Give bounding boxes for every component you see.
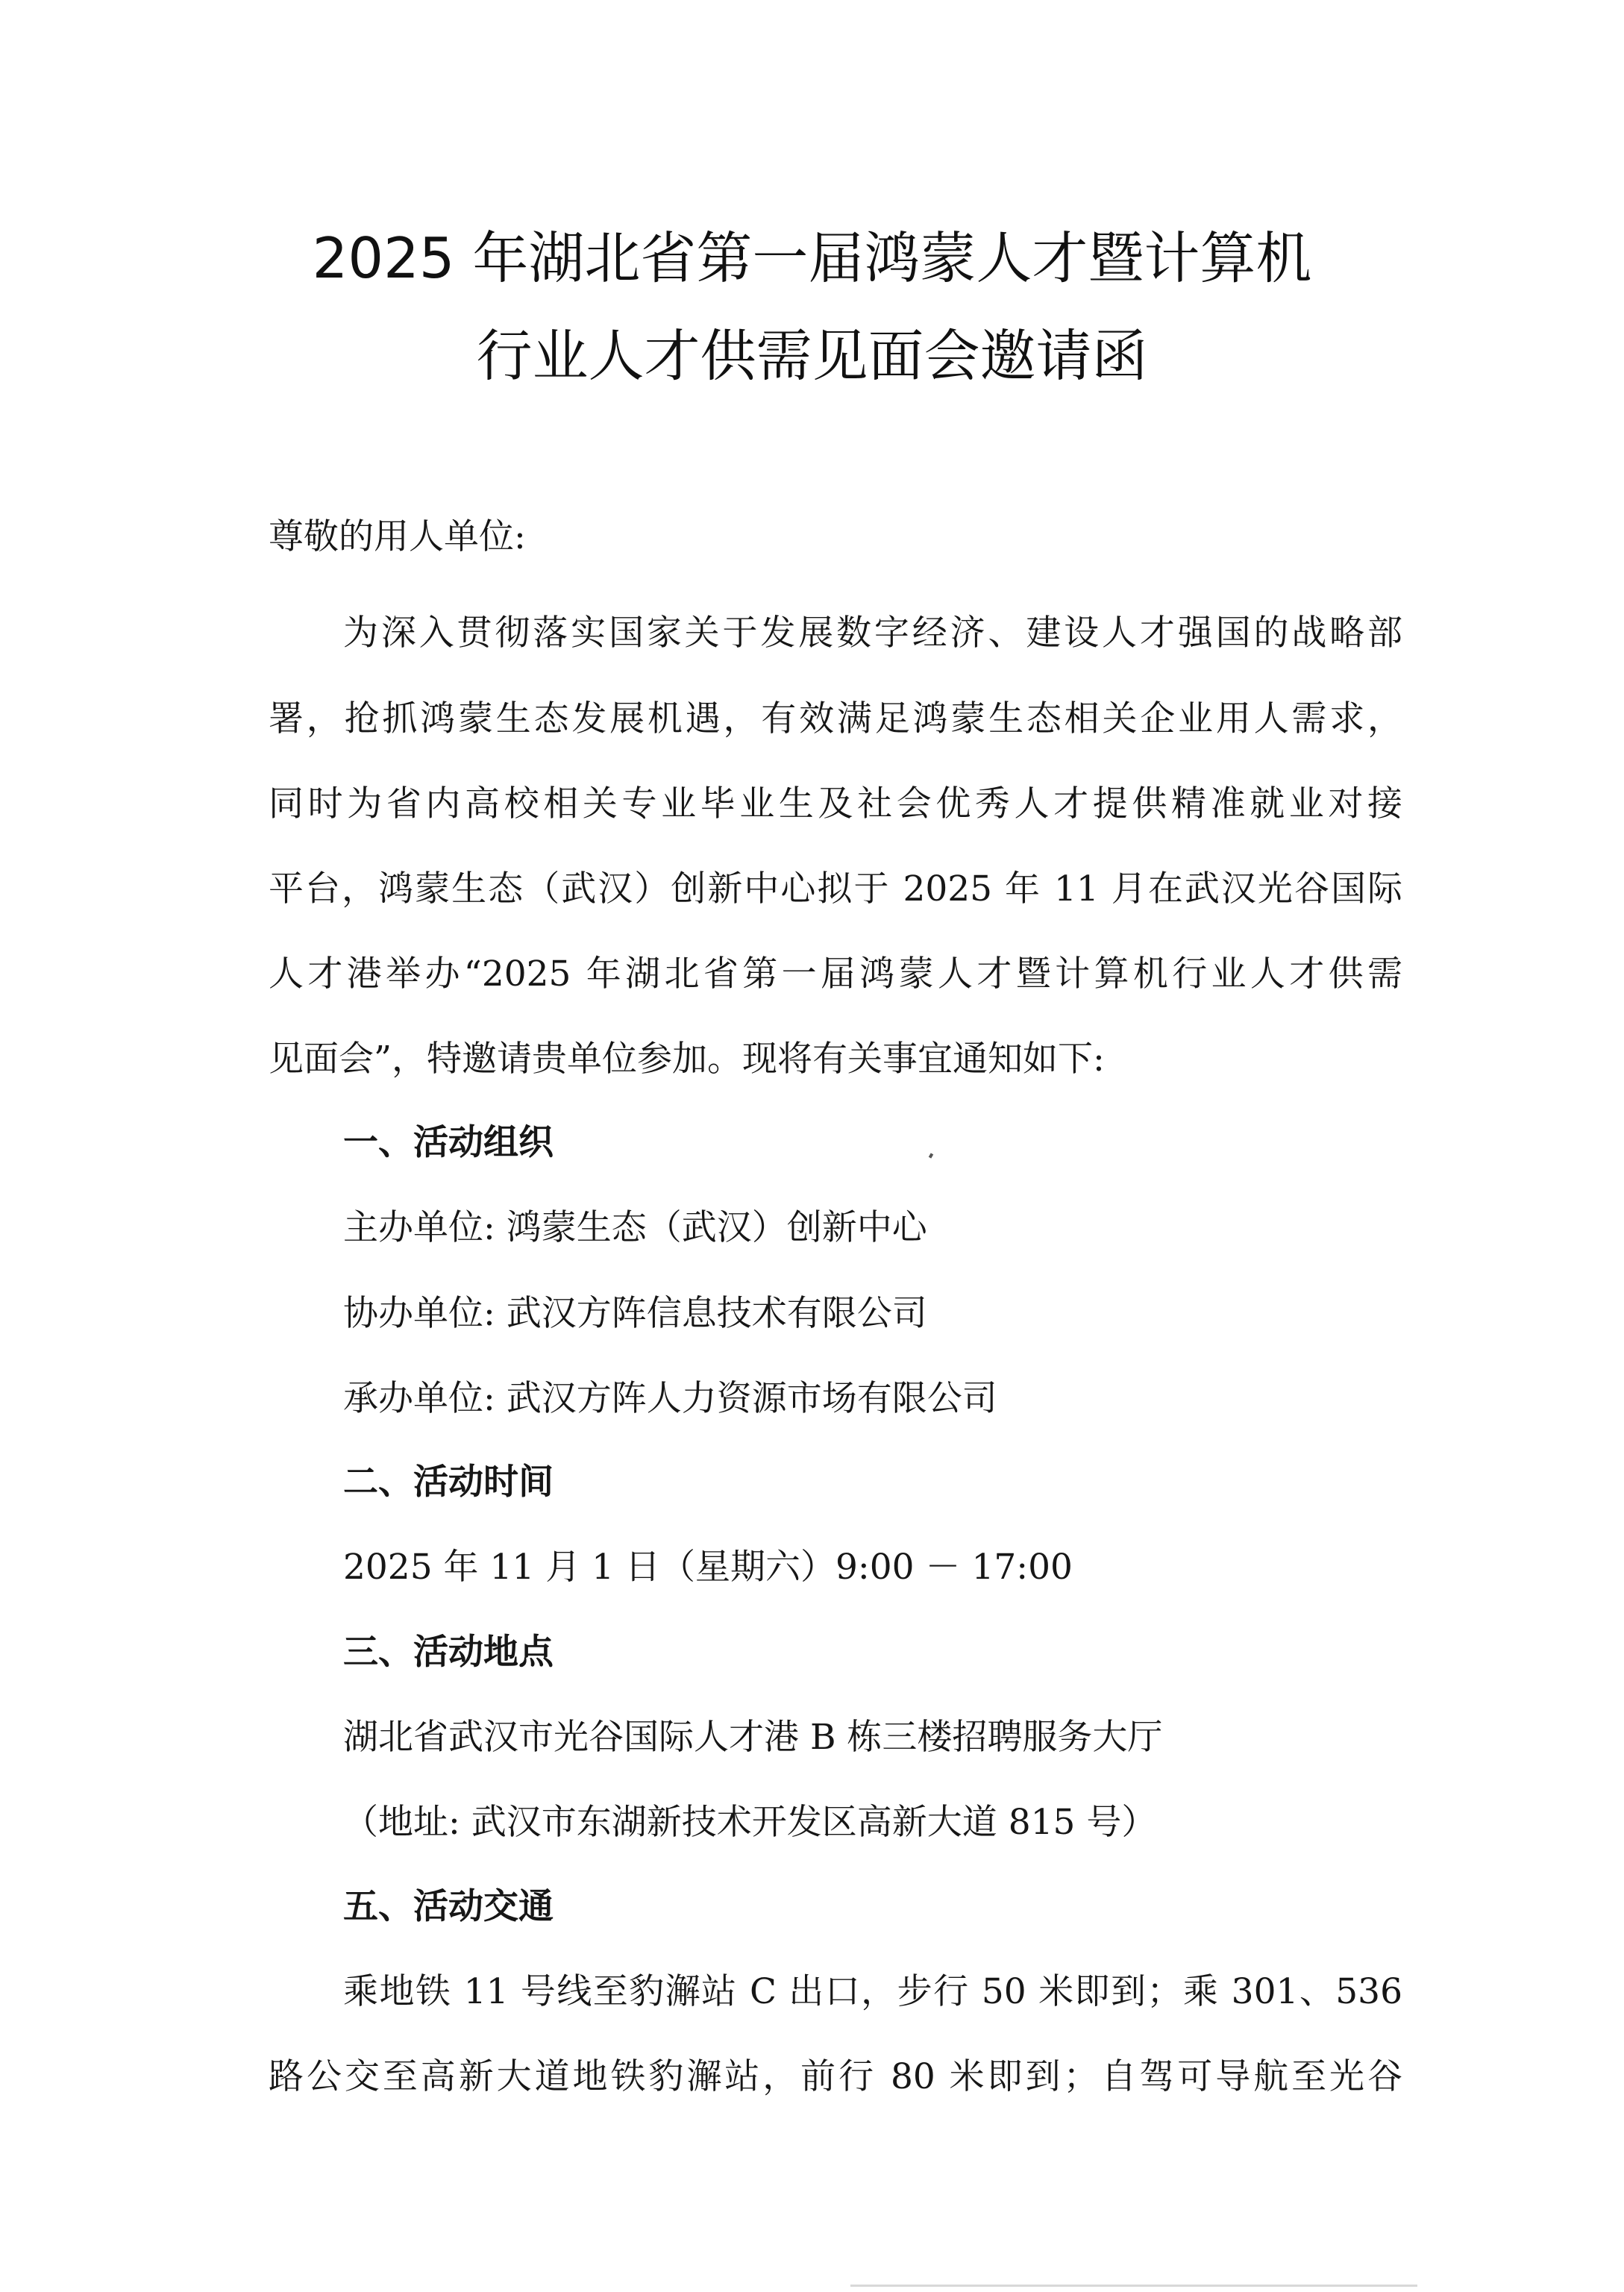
- section-heading-organization: 一、活动组织: [343, 1122, 554, 1163]
- co-host-unit: 协办单位: 武汉方阵信息技术有限公司: [343, 1293, 927, 1334]
- section-heading-time: 二、活动时间: [343, 1462, 554, 1503]
- event-address: （地址: 武汉市东湖新技术开发区高新大道 815 号）: [343, 1802, 1157, 1843]
- transport-line: 乘地铁 11 号线至豹澥站 C 出口，步行 50 米即到；乘 301、536: [343, 1971, 1402, 2012]
- section-heading-location: 三、活动地点: [343, 1632, 554, 1673]
- intro-paragraph-line: 署，抢抓鸿蒙生态发展机遇，有效满足鸿蒙生态相关企业用人需求，: [269, 698, 1402, 739]
- event-venue: 湖北省武汉市光谷国际人才港 B 栋三楼招聘服务大厅: [343, 1717, 1163, 1758]
- document-title-line-2: 行业人才供需见面会邀请函: [476, 323, 1148, 389]
- intro-paragraph-line: 见面会”，特邀请贵单位参加。现将有关事宜通知如下:: [269, 1039, 1105, 1080]
- transport-line: 路公交至高新大道地铁豹澥站，前行 80 米即到；自驾可导航至光谷: [269, 2056, 1402, 2097]
- scan-speck: [929, 1153, 933, 1158]
- organizer-unit: 承办单位: 武汉方阵人力资源市场有限公司: [343, 1378, 997, 1419]
- intro-paragraph-line: 平台，鸿蒙生态（武汉）创新中心拟于 2025 年 11 月在武汉光谷国际: [269, 868, 1402, 909]
- section-heading-transport: 五、活动交通: [343, 1886, 554, 1927]
- salutation: 尊敬的用人单位:: [269, 516, 526, 557]
- intro-paragraph-line: 同时为省内高校相关专业毕业生及社会优秀人才提供精准就业对接: [269, 783, 1402, 824]
- scan-edge-line: [850, 2285, 1417, 2287]
- event-time: 2025 年 11 月 1 日（星期六）9:00 － 17:00: [343, 1547, 1073, 1588]
- document-title-line-1: 2025 年湖北省第一届鸿蒙人才暨计算机: [312, 225, 1312, 291]
- intro-paragraph-line: 为深入贯彻落实国家关于发展数字经济、建设人才强国的战略部: [343, 613, 1402, 654]
- intro-paragraph-line: 人才港举办“2025 年湖北省第一届鸿蒙人才暨计算机行业人才供需: [269, 954, 1402, 995]
- host-unit: 主办单位: 鸿蒙生态（武汉）创新中心: [343, 1207, 927, 1248]
